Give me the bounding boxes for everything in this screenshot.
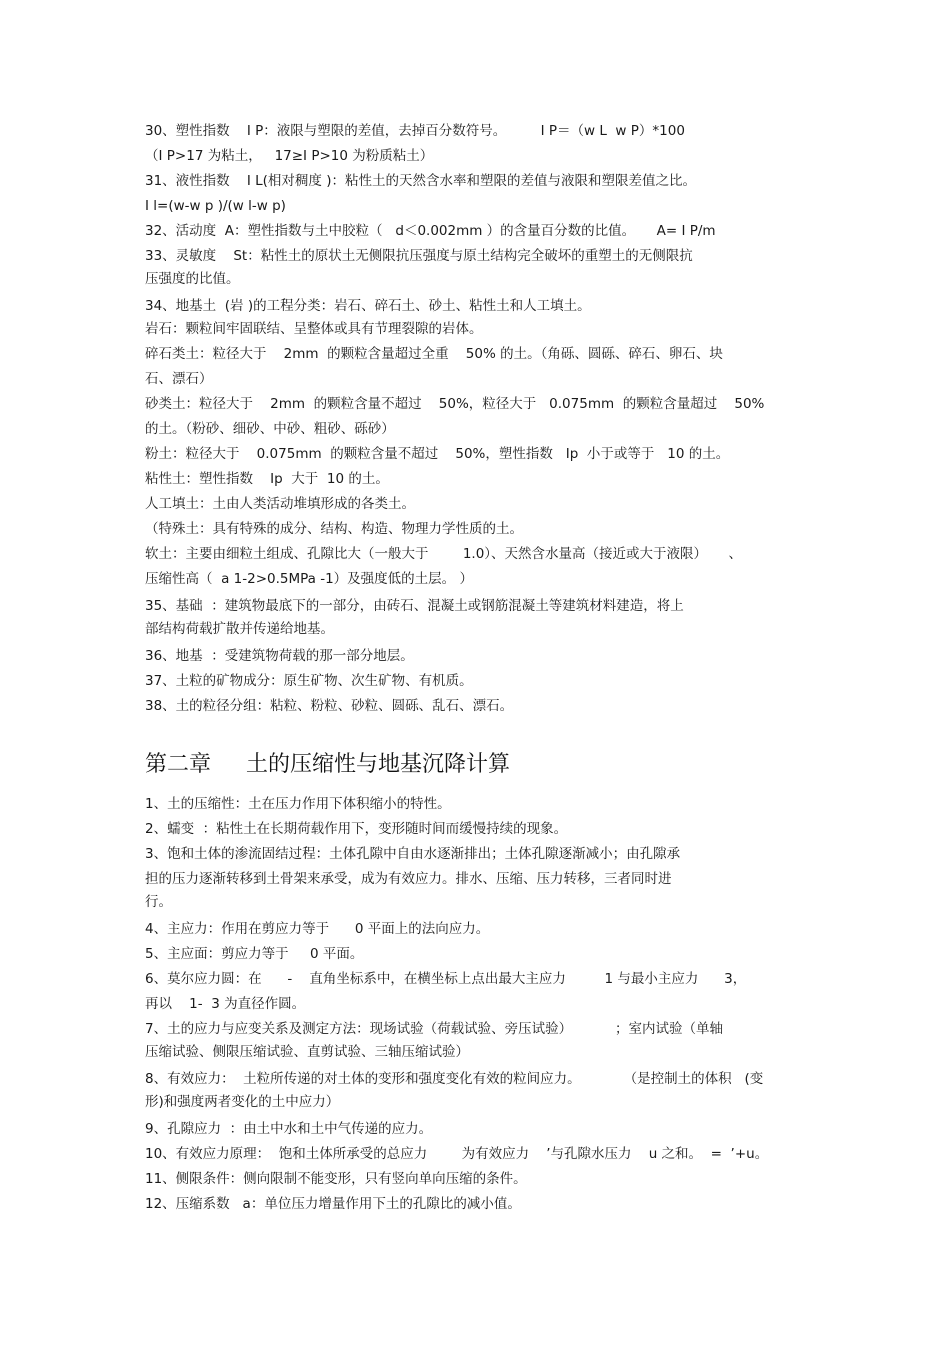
text-line: 3、饱和土体的渗流固结过程：土体孔隙中自由水逐渐排出；土体孔隙逐渐减小；由孔隙承 [145, 846, 681, 862]
text-line: 11、侧限条件：侧向限制不能变形，只有竖向单向压缩的条件。 [145, 1171, 527, 1187]
text-line: 形)和强度两者变化的土中应力） [145, 1094, 340, 1110]
text-line: 担的压力逐渐转移到土骨架来承受，成为有效应力。排水、压缩、压力转移，三者同时进 [145, 871, 672, 887]
text-line: 33、灵敏度 St：粘性土的原状土无侧限抗压强度与原土结构完全破坏的重塑土的无侧限抗 [145, 248, 693, 264]
text-line: 38、土的粒径分组：粘粒、粉粒、砂粒、圆砾、乱石、漂石。 [145, 698, 514, 714]
text-line: 行。 [145, 894, 172, 910]
text-line: 7、土的应力与应变关系及测定方法：现场试验（荷载试验、旁压试验） ；室内试验（单轴 [145, 1021, 724, 1037]
text-line: 2、蠕变 ：粘性土在长期荷载作用下，变形随时间而缓慢持续的现象。 [145, 821, 568, 837]
text-line: 压强度的比值。 [145, 271, 240, 287]
text-line: （特殊土：具有特殊的成分、结构、构造、物理力学性质的土。 [145, 521, 523, 537]
chapter-heading: 第二章 土的压缩性与地基沉降计算 [145, 752, 510, 777]
text-line: 35、基础 ：建筑物最底下的一部分，由砖石、混凝土或钢筋混凝土等建筑材料建造，将上 [145, 598, 684, 614]
text-line: 9、孔隙应力 ：由土中水和土中气传递的应力。 [145, 1121, 433, 1137]
text-line: 砂类土：粒径大于 2mm 的颗粒含量不超过 50%，粒径大于 0.075mm 的颗粒含量超过 50% [145, 396, 765, 412]
text-line: 石、漂石） [145, 371, 213, 387]
text-line: 30、塑性指数 I P：液限与塑限的差值，去掉百分数符号。 I P＝（w L w P）*100 [145, 123, 685, 139]
text-line: 10、有效应力原理： 饱和土体所承受的总应力 为有效应力 ’与孔隙水压力 u 之和。 = ’+u。 [145, 1146, 769, 1162]
text-line: 12、压缩系数 a：单位压力增量作用下土的孔隙比的减小值。 [145, 1196, 521, 1212]
text-line: 36、地基 ：受建筑物荷载的那一部分地层。 [145, 648, 414, 664]
text-line: 37、土粒的矿物成分：原生矿物、次生矿物、有机质。 [145, 673, 473, 689]
text-line: 粘性土：塑性指数 Ip 大于 10 的土。 [145, 471, 389, 487]
text-line: 部结构荷载扩散并传递给地基。 [145, 621, 334, 637]
text-line: 的土。（粉砂、细砂、中砂、粗砂、砾砂） [145, 421, 395, 437]
text-line: 再以 1- 3 为直径作圆。 [145, 996, 306, 1012]
text-line: 压缩试验、侧限压缩试验、直剪试验、三轴压缩试验） [145, 1044, 469, 1060]
text-line: 34、地基土 (岩 )的工程分类：岩石、碎石土、砂土、粘性土和人工填土。 [145, 298, 591, 314]
text-line: I l=(w-w p )/(w l-w p) [145, 198, 286, 214]
text-line: 人工填土：土由人类活动堆填形成的各类土。 [145, 496, 415, 512]
text-line: 5、主应面：剪应力等于 0 平面。 [145, 946, 364, 962]
text-line: 粉土：粒径大于 0.075mm 的颗粒含量不超过 50%，塑性指数 Ip 小于或等于 10 的土。 [145, 446, 730, 462]
text-line: 压缩性高（ a 1-2>0.5MPa -1）及强度低的土层。 ） [145, 571, 473, 587]
text-line: 6、莫尔应力圆：在 - 直角坐标系中，在横坐标上点出最大主应力 1 与最小主应力 3， [145, 971, 747, 987]
text-line: 32、活动度 A：塑性指数与土中胶粒（ d＜0.002mm ）的含量百分数的比值。 A= I P/m [145, 223, 716, 239]
text-line: （I P>17 为粘土， 17≥I P>10 为粉质粘土） [145, 148, 434, 164]
text-line: 1、土的压缩性：土在压力作用下体积缩小的特性。 [145, 796, 451, 812]
text-line: 岩石：颗粒间牢固联结、呈整体或具有节理裂隙的岩体。 [145, 321, 483, 337]
text-line: 31、液性指数 I L(相对稠度 )：粘性土的天然含水率和塑限的差值与液限和塑限差值之比。 [145, 173, 696, 189]
text-line: 碎石类土：粒径大于 2mm 的颗粒含量超过全重 50% 的土。（角砾、圆砾、碎石、卵石、块 [145, 346, 723, 362]
text-line: 4、主应力：作用在剪应力等于 0 平面上的法向应力。 [145, 921, 490, 937]
text-line: 8、有效应力： 土粒所传递的对土体的变形和强度变化有效的粒间应力。 （是控制土的体积 (变 [145, 1071, 764, 1087]
text-line: 软土：主要由细粒土组成、孔隙比大（一般大于 1.0）、天然含水量高（接近或大于液限） 、 [145, 546, 743, 562]
